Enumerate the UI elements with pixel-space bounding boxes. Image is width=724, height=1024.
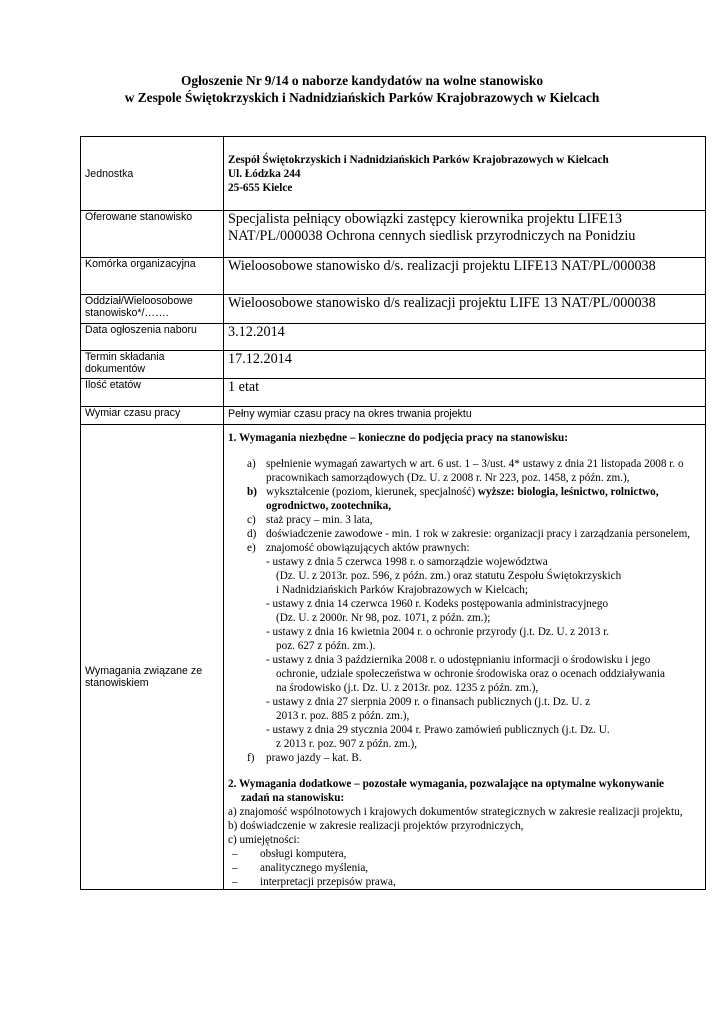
jednostka-name: Zespół Świętokrzyskich i Nadnidziańskich Parków Krajobrazowych w Kielcach — [228, 154, 609, 166]
act-line: z 2013 r. poz. 907 z późn. zm.), — [276, 738, 418, 750]
required-list — [228, 457, 702, 765]
row-wymagania — [81, 425, 706, 890]
act-line: - ustawy z dnia 3 października 2008 r. o udostępnianiu informacji o środowisku i jego — [266, 654, 651, 666]
req-mark-b: b) — [247, 486, 257, 498]
req-text-f: prawo jazdy – kat. B. — [266, 752, 362, 764]
extra-a: a) znajomość wspólnotowych i krajowych dokumentów strategicznych w zakresie realizacji projektu, — [228, 806, 683, 818]
section-2-title — [228, 777, 702, 805]
req-text-a: spełnienie wymagań zawartych w art. 6 ust. 1 – 3/ust. 4* ustawy z dnia 21 listopada 2008 r. o pracownikach samorządowych (Dz. U. z 2008 r. Nr 223, poz. 1458, z późn. zm.), — [266, 458, 684, 484]
value-wymagania — [224, 425, 706, 890]
value-jednostka — [224, 137, 706, 211]
act-line: (Dz. U. z 2000r. Nr 98, poz. 1071, z późn. zm.); — [276, 612, 491, 624]
label-komorka: Komórka organizacyjna — [81, 258, 224, 295]
section-2-title-line-2: zadań na stanowisku: — [241, 792, 345, 804]
act-line: - ustawy z dnia 16 kwietnia 2004 r. o ochronie przyrody (j.t. Dz. U. z 2013 r. — [266, 626, 610, 638]
req-text-b: wykształcenie (poziom, kierunek, specjalność) — [266, 486, 478, 498]
act-line: ochronie, udziale społeczeństwa w ochronie środowiska oraz o ocenach oddziaływania — [276, 668, 665, 680]
skill-item — [228, 847, 702, 861]
acts-list — [266, 555, 702, 751]
row-data-ogloszenia — [81, 324, 706, 351]
extra-b: b) doświadczenie w zakresie realizacji projektów przyrodniczych, — [228, 820, 524, 832]
title-line-1: Ogłoszenie Nr 9/14 o naborze kandydatów na wolne stanowisko — [180, 73, 544, 88]
dash-mark: – — [232, 862, 238, 874]
label-oddzial: Oddział/Wieloosobowe stanowisko*/……. — [81, 295, 224, 324]
act-line: poz. 627 z późn. zm.). — [276, 640, 376, 652]
act-line: i Nadnidziańskich Parków Krajobrazowych w Kielcach; — [276, 584, 528, 596]
req-item-d — [228, 527, 702, 541]
section-2-title-line-1: 2. Wymagania dodatkowe – pozostałe wymagania, pozwalające na optymalne wykonywanie — [228, 778, 665, 790]
req-mark-a: a) — [247, 458, 256, 470]
req-item-b — [228, 485, 702, 513]
req-text-e: znajomość obowiązujących aktów prawnych: — [266, 542, 470, 554]
label-stanowisko: Oferowane stanowisko — [81, 211, 224, 258]
row-stanowisko — [81, 211, 706, 258]
act-line: - ustawy z dnia 27 sierpnia 2009 r. o finansach publicznych (j.t. Dz. U. z — [266, 696, 591, 708]
value-stanowisko: Specjalista pełniący obowiązki zastępcy kierownika projektu LIFE13 NAT/PL/000038 Ochrona cennych siedlisk przyrodniczych na Ponidziu — [224, 211, 706, 258]
title-line-2: w Zespole Świętokrzyskich i Nadnidziańskich Parków Krajobrazowych w Kielcach — [124, 90, 600, 105]
skill-text: obsługi komputera, — [260, 848, 347, 860]
jednostka-city: 25-655 Kielce — [228, 182, 293, 194]
value-data-ogloszenia: 3.12.2014 — [224, 324, 706, 351]
label-wymiar: Wymiar czasu pracy — [81, 407, 224, 425]
value-termin: 17.12.2014 — [224, 351, 706, 379]
act-line: - ustawy z dnia 14 czerwca 1960 r. Kodeks postępowania administracyjnego — [266, 598, 609, 610]
req-text-b-bold: wyższe: biologia, leśnictwo, rolnictwo, ogrodnictwo, zootechnika, — [266, 486, 659, 512]
jednostka-street: Ul. Łódzka 244 — [228, 168, 301, 180]
label-wymagania: Wymagania związane ze stanowiskiem — [81, 425, 224, 890]
label-termin: Termin składania dokumentów — [81, 351, 224, 379]
label-jednostka: Jednostka — [81, 137, 224, 211]
act-line: 2013 r. poz. 885 z późn. zm.), — [276, 710, 410, 722]
value-etaty: 1 etat — [224, 379, 706, 407]
dash-mark: – — [232, 876, 238, 888]
announcement-table — [80, 136, 706, 890]
req-mark-d: d) — [247, 528, 257, 540]
skill-text: analitycznego myślenia, — [260, 862, 369, 874]
req-mark-e: e) — [247, 542, 256, 554]
req-mark-c: c) — [247, 514, 256, 526]
row-jednostka — [81, 137, 706, 211]
req-item-f — [228, 751, 702, 765]
section-1-title: 1. Wymagania niezbędne – konieczne do podjęcia pracy na stanowisku: — [228, 432, 568, 444]
value-wymiar: Pełny wymiar czasu pracy na okres trwania projektu — [224, 407, 706, 425]
row-oddzial — [81, 295, 706, 324]
row-etaty — [81, 379, 706, 407]
skill-item — [228, 875, 702, 889]
label-data-ogloszenia: Data ogłoszenia naboru — [81, 324, 224, 351]
req-text-d: doświadczenie zawodowe - min. 1 rok w zakresie: organizacji pracy i zarządzania personelem, — [266, 528, 691, 540]
act-line: na środowisko (j.t. Dz. U. z 2013r. poz. 1235 z późn. zm.), — [276, 682, 539, 694]
skill-text: interpretacji przepisów prawa, — [260, 876, 396, 888]
skills-list — [228, 847, 702, 889]
row-wymiar — [81, 407, 706, 425]
req-item-a — [228, 457, 702, 485]
act-line: - ustawy z dnia 29 stycznia 2004 r. Prawo zamówień publicznych (j.t. Dz. U. — [266, 724, 610, 736]
req-item-c — [228, 513, 702, 527]
skill-item — [228, 861, 702, 875]
act-line: (Dz. U. z 2013r. poz. 596, z późn. zm.) oraz statutu Zespołu Świętokrzyskich — [276, 570, 622, 582]
row-komorka — [81, 258, 706, 295]
act-line: - ustawy z dnia 5 czerwca 1998 r. o samorządzie województwa — [266, 556, 548, 568]
dash-mark: – — [232, 848, 238, 860]
req-item-e — [228, 541, 702, 751]
req-mark-f: f) — [247, 752, 255, 764]
value-oddzial: Wieloosobowe stanowisko d/s realizacji projektu LIFE 13 NAT/PL/000038 — [224, 295, 706, 324]
req-text-c: staż pracy – min. 3 lata, — [266, 514, 373, 526]
label-etaty: Ilość etatów — [81, 379, 224, 407]
value-komorka: Wieloosobowe stanowisko d/s. realizacji projektu LIFE13 NAT/PL/000038 — [224, 258, 706, 295]
announcement-title — [0, 72, 724, 106]
extra-c: c) umiejętności: — [228, 834, 300, 846]
row-termin — [81, 351, 706, 379]
